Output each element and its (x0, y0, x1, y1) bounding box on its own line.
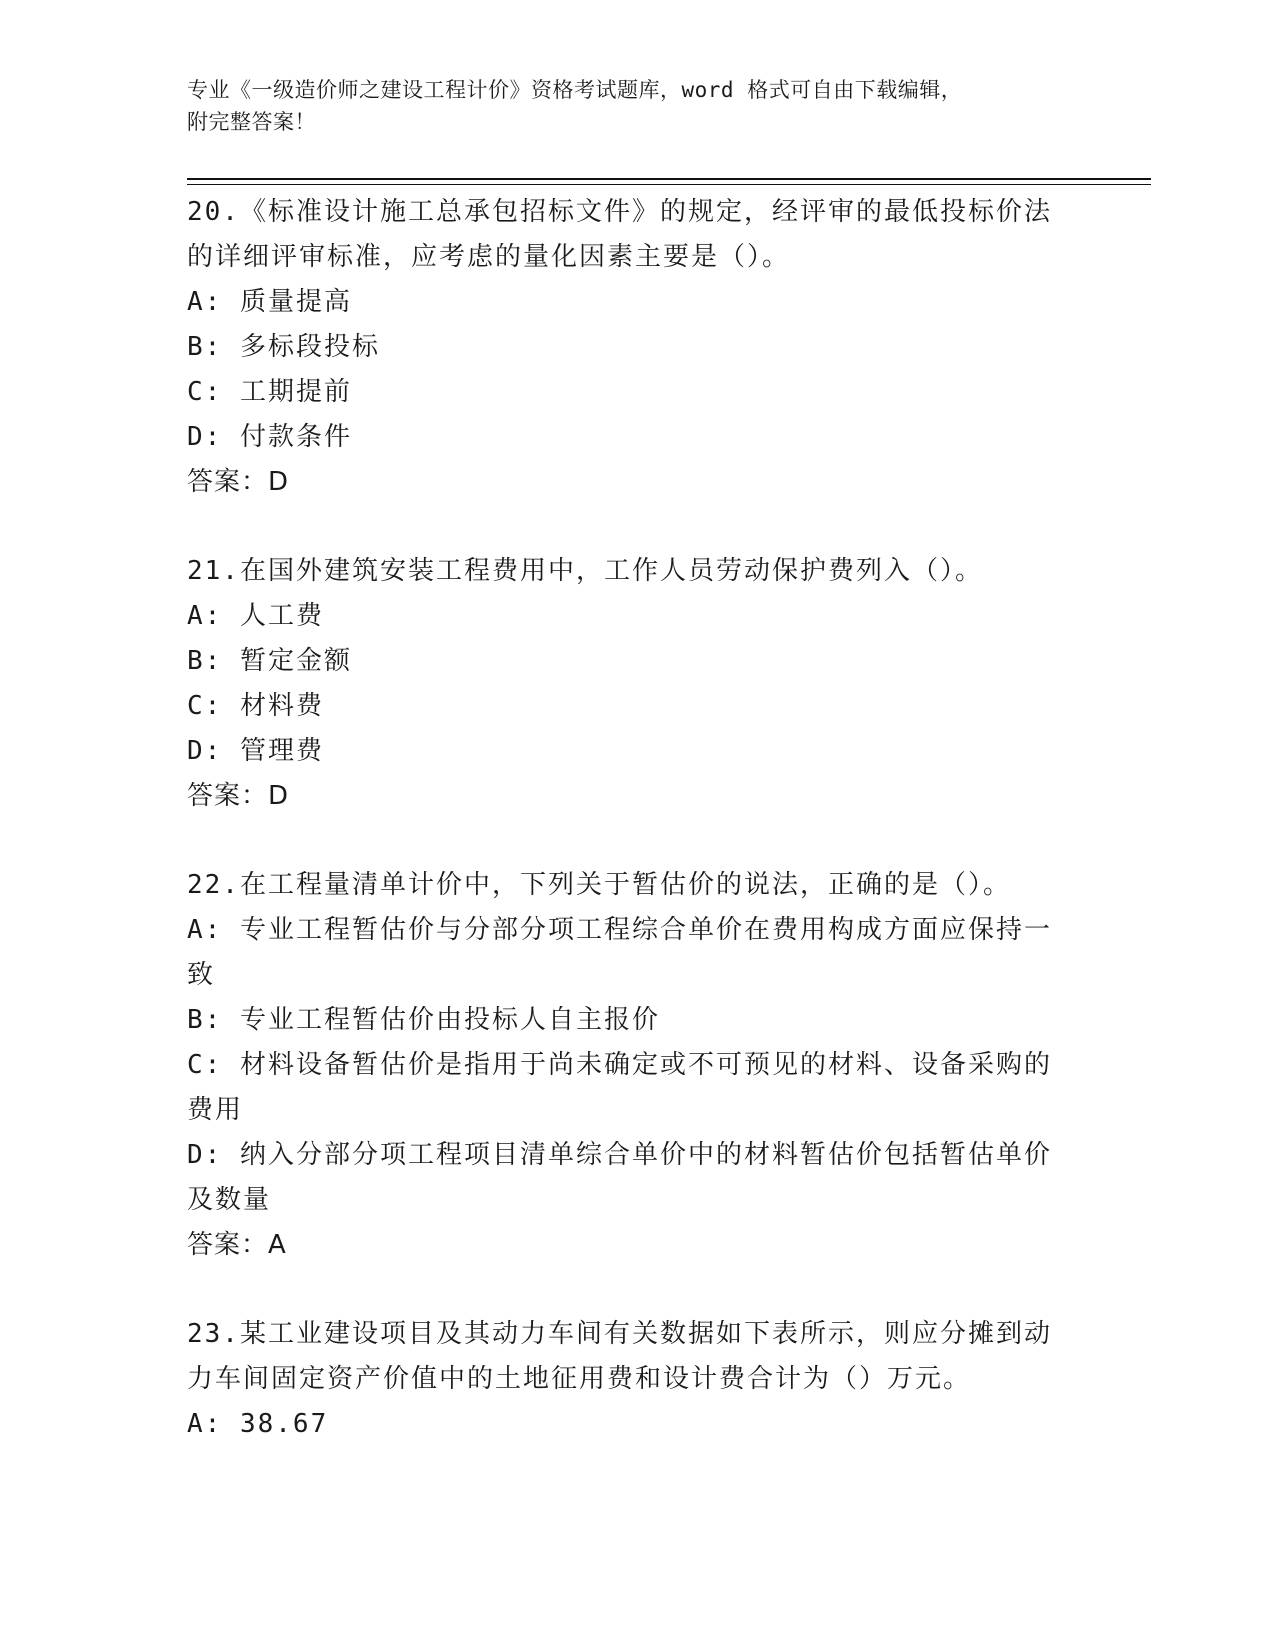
answer-line: 答案：D (187, 781, 290, 811)
option-d: D: 付款条件 (187, 422, 352, 452)
option-a: A: 38.67 (187, 1409, 329, 1439)
header-line-2: 附完整答案！ (187, 110, 316, 134)
option-a: A: 专业工程暂估价与分部分项工程综合单价在费用构成方面应保持一致 (187, 915, 1052, 990)
question-text: 21.在国外建筑安装工程费用中，工作人员劳动保护费列入（）。 (187, 556, 983, 586)
question-21 (187, 549, 1077, 819)
question-text: 22.在工程量清单计价中，下列关于暂估价的说法，正确的是（）。 (187, 870, 1011, 900)
option-c: C: 工期提前 (187, 377, 352, 407)
answer-line: 答案：A (187, 1230, 287, 1260)
option-d: D: 纳入分部分项工程项目清单综合单价中的材料暂估价包括暂估单价及数量 (187, 1140, 1052, 1215)
question-20 (187, 190, 1077, 505)
header-line-1: 专业《一级造价师之建设工程计价》资格考试题库，word 格式可自由下载编辑， (187, 78, 963, 102)
option-b: B: 专业工程暂估价由投标人自主报价 (187, 1005, 660, 1035)
option-a: A: 人工费 (187, 601, 324, 631)
answer-line: 答案：D (187, 467, 290, 497)
question-23 (187, 1312, 1077, 1447)
option-a: A: 质量提高 (187, 287, 352, 317)
question-list (187, 190, 1077, 1491)
option-c: C: 材料费 (187, 691, 324, 721)
question-text: 23.某工业建设项目及其动力车间有关数据如下表所示，则应分摊到动力车间固定资产价值中的土地征用费和设计费合计为（）万元。 (187, 1319, 1052, 1394)
question-text: 20.《标准设计施工总承包招标文件》的规定，经评审的最低投标价法的详细评审标准，应考虑的量化因素主要是（）。 (187, 197, 1052, 272)
option-b: B: 多标段投标 (187, 332, 380, 362)
option-c: C: 材料设备暂估价是指用于尚未确定或不可预见的材料、设备采购的费用 (187, 1050, 1052, 1125)
header-divider-thick (187, 178, 1151, 180)
option-d: D: 管理费 (187, 736, 324, 766)
document-header (187, 74, 1067, 138)
option-b: B: 暂定金额 (187, 646, 352, 676)
question-22 (187, 863, 1077, 1268)
header-divider-thin (187, 184, 1151, 185)
